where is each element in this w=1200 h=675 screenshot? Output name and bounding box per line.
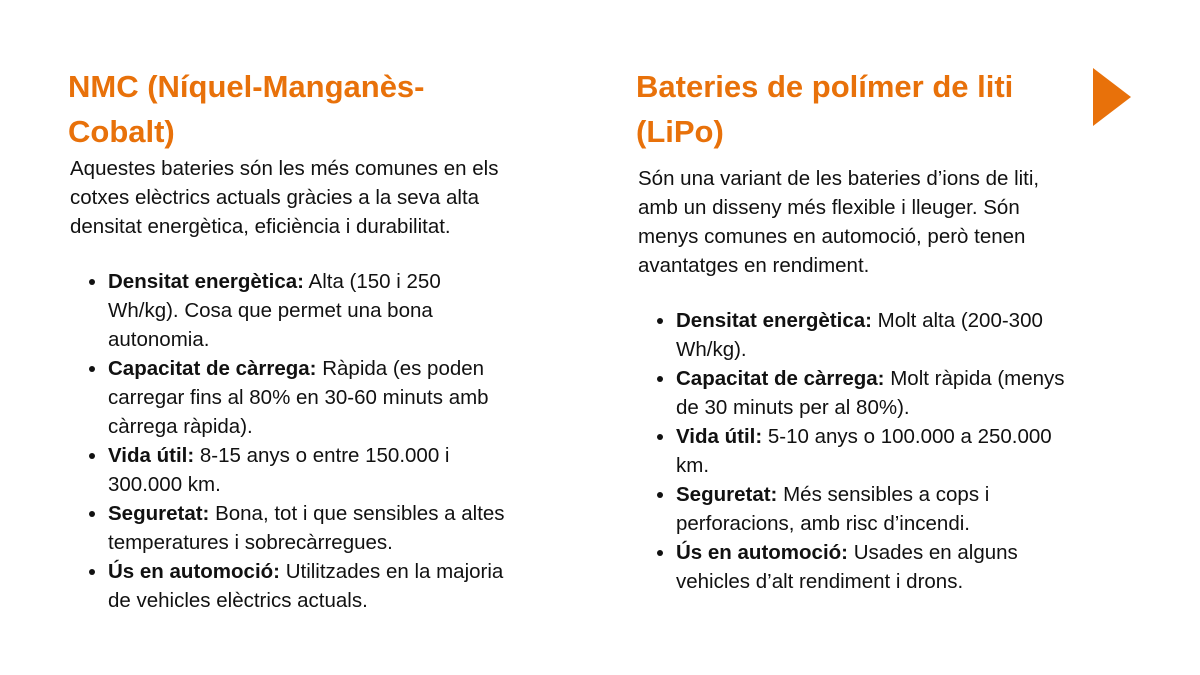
item-text: Bona, tot i que sensibles a altes temperatures i sobrecàrregues.: [108, 502, 505, 554]
nmc-title: NMC (Níquel-Manganès-Cobalt): [68, 69, 425, 149]
lipo-list: [636, 306, 1076, 596]
item-label: Seguretat:: [108, 502, 210, 525]
play-arrow-icon[interactable]: [1093, 68, 1131, 126]
item-label: Densitat energètica:: [108, 270, 304, 293]
item-text: Alta (150 i 250 Wh/kg). Cosa que permet una bona autonomia.: [108, 270, 441, 351]
item-text: Molt ràpida (menys de 30 minuts per al 80%).: [676, 367, 1065, 419]
item-text: Ràpida (es poden carregar fins al 80% en 30-60 minuts amb càrrega ràpida).: [108, 357, 489, 438]
lipo-intro: Són una variant de les bateries d’ions de liti, amb un disseny més flexible i lleuger. Són menys comunes en automoció, però tenen avantatges en rendiment.: [638, 167, 1040, 277]
nmc-list: [68, 267, 508, 615]
list-item: [108, 441, 508, 499]
list-item: [108, 267, 508, 354]
list-item: [676, 538, 1076, 596]
item-text: Més sensibles a cops i perforacions, amb risc d’incendi.: [676, 483, 990, 535]
item-text: Usades en alguns vehicles d’alt rendiment i drons.: [676, 541, 1018, 593]
list-item: [108, 557, 508, 615]
list-item: [676, 480, 1076, 538]
list-item: [676, 422, 1076, 480]
item-text: 5-10 anys o 100.000 a 250.000 km.: [676, 425, 1052, 477]
lipo-title: Bateries de polímer de liti (LiPo): [636, 69, 1014, 149]
item-label: Densitat energètica:: [676, 309, 872, 332]
item-text: Utilitzades en la majoria de vehicles elèctrics actuals.: [108, 560, 504, 612]
item-text: 8-15 anys o entre 150.000 i 300.000 km.: [108, 444, 450, 496]
list-item: [676, 306, 1076, 364]
item-label: Vida útil:: [108, 444, 195, 467]
item-label: Ús en automoció:: [676, 541, 848, 564]
lipo-column: [636, 64, 1076, 596]
list-item: [108, 354, 508, 441]
list-item: [108, 499, 508, 557]
item-text: Molt alta (200-300 Wh/kg).: [676, 309, 1043, 361]
item-label: Capacitat de càrrega:: [108, 357, 317, 380]
item-label: Seguretat:: [676, 483, 778, 506]
item-label: Capacitat de càrrega:: [676, 367, 885, 390]
item-label: Vida útil:: [676, 425, 763, 448]
nmc-intro: Aquestes bateries són les més comunes en els cotxes elèctrics actuals gràcies a la seva alta densitat energètica, eficiència i durabilitat.: [70, 157, 499, 238]
nmc-column: [68, 64, 508, 615]
item-label: Ús en automoció:: [108, 560, 280, 583]
list-item: [676, 364, 1076, 422]
